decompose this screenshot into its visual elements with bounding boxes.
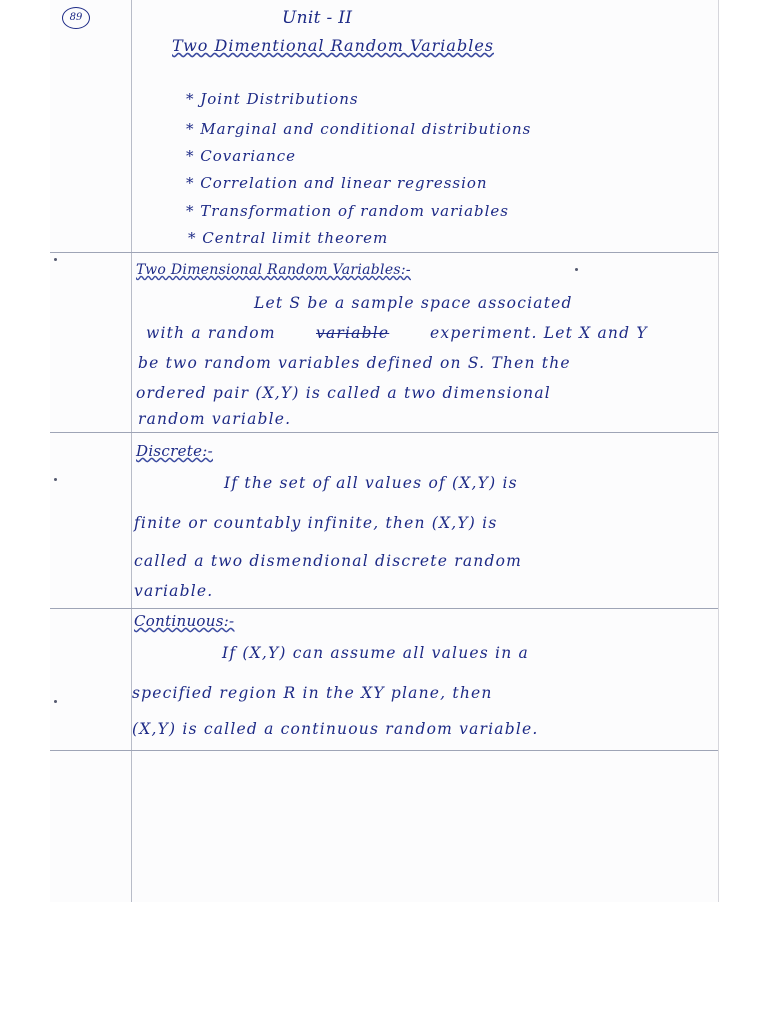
- punch-mark: [54, 258, 57, 261]
- text-line: (X,Y) is called a continuous random variable.: [132, 720, 539, 738]
- text-line: ordered pair (X,Y) is called a two dimensional: [136, 384, 551, 402]
- text-line: experiment. Let X and Y: [430, 324, 648, 342]
- page-title: Two Dimentional Random Variables: [172, 36, 494, 55]
- section-heading: Two Dimensional Random Variables:-: [136, 262, 411, 278]
- page-number: 89: [62, 7, 90, 29]
- text-line: be two random variables defined on S. Then the: [138, 354, 571, 372]
- text-line: If the set of all values of (X,Y) is: [224, 474, 518, 492]
- list-item: * Covariance: [186, 147, 297, 165]
- section-rule: [50, 608, 718, 609]
- ink-dot: [575, 268, 578, 271]
- struck-word: variable: [316, 324, 390, 342]
- section-heading: Discrete:-: [136, 442, 213, 460]
- list-item: * Transformation of random variables: [186, 202, 509, 220]
- unit-heading: Unit - II: [282, 8, 353, 28]
- list-item: * Joint Distributions: [186, 90, 359, 108]
- list-item: * Central limit theorem: [188, 229, 389, 247]
- margin-line: [131, 0, 132, 902]
- list-item: * Correlation and linear regression: [186, 174, 488, 192]
- text-line: Let S be a sample space associated: [254, 294, 573, 312]
- text-line: specified region R in the XY plane, then: [132, 684, 493, 702]
- section-rule: [50, 432, 718, 433]
- text-line: with a random: [146, 324, 276, 342]
- text-line: variable.: [134, 582, 214, 600]
- section-rule: [50, 252, 718, 253]
- punch-mark: [54, 478, 57, 481]
- section-heading: Continuous:-: [134, 612, 235, 630]
- text-line: random variable.: [138, 410, 292, 428]
- list-item: * Marginal and conditional distributions: [186, 120, 532, 138]
- text-line: finite or countably infinite, then (X,Y) is: [134, 514, 498, 532]
- text-line: called a two dismendional discrete random: [134, 552, 522, 570]
- text-line: If (X,Y) can assume all values in a: [222, 644, 529, 662]
- section-rule: [50, 750, 718, 751]
- punch-mark: [54, 700, 57, 703]
